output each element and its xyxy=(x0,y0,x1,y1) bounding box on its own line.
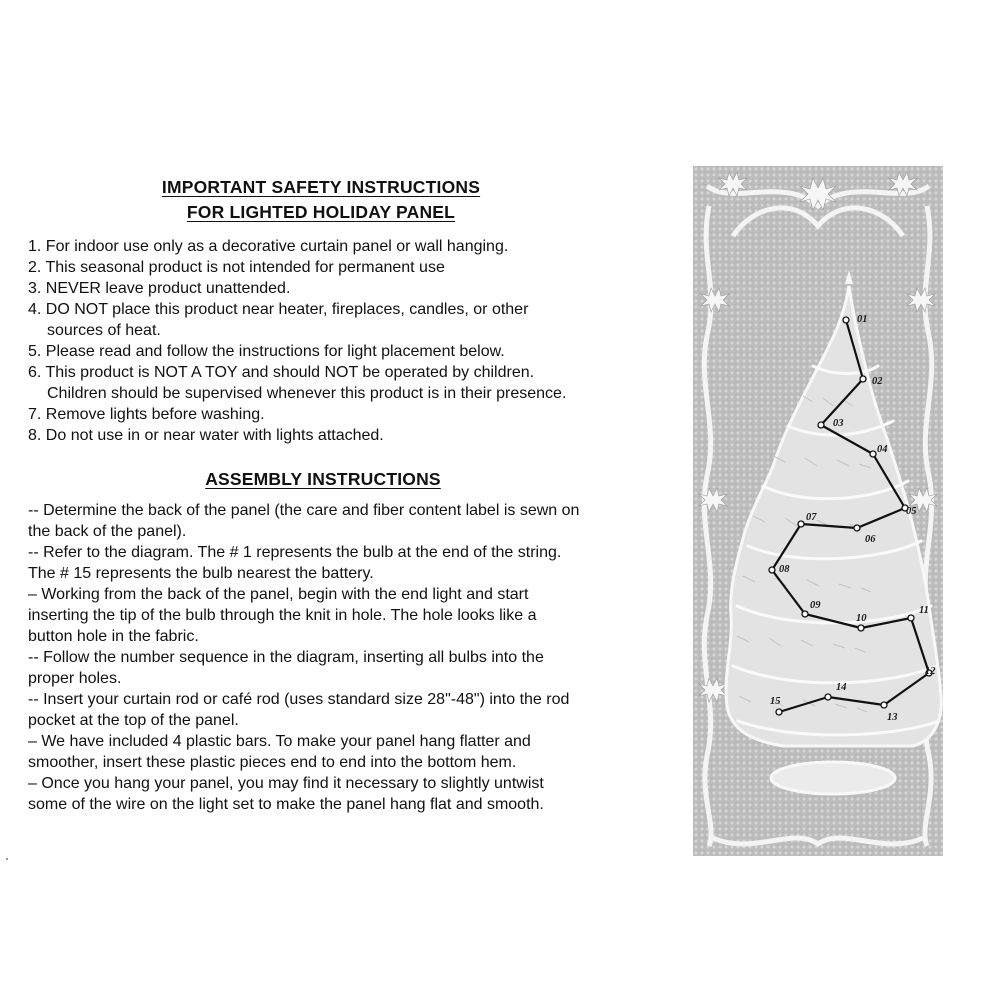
bulb-label-07: 07 xyxy=(806,512,817,523)
bulb-label-06: 06 xyxy=(865,534,876,545)
bulb-label-05: 05 xyxy=(906,506,917,517)
bulb-14-marker xyxy=(825,694,831,700)
safety-item-6: 6. This product is NOT A TOY and should NOT be operated by children. xyxy=(28,364,535,381)
assembly-line: proper holes. xyxy=(28,670,122,687)
assembly-line: – We have included 4 plastic bars. To make your panel hang flatter and xyxy=(28,733,531,750)
bulb-10-marker xyxy=(858,625,864,631)
bulb-label-14: 14 xyxy=(836,682,847,693)
bulb-15-marker xyxy=(776,709,782,715)
bulb-label-13: 13 xyxy=(887,712,898,723)
assembly-line: the back of the panel). xyxy=(28,523,187,540)
bulb-label-11: 11 xyxy=(919,605,929,616)
light-placement-diagram xyxy=(693,166,943,856)
assembly-line: some of the wire on the light set to make the panel hang flat and smooth. xyxy=(28,796,544,813)
assembly-line: inserting the tip of the bulb through the knit in hole. The hole looks like a xyxy=(28,607,537,624)
bulb-08-marker xyxy=(769,567,775,573)
safety-item-2: 2. This seasonal product is not intended for permanent use xyxy=(28,259,445,276)
safety-item-8: 8. Do not use in or near water with lights attached. xyxy=(28,427,384,444)
assembly-line: -- Insert your curtain rod or café rod (uses standard size 28"-48") into the rod xyxy=(28,691,570,708)
assembly-line: smoother, insert these plastic pieces end to end into the bottom hem. xyxy=(28,754,517,771)
bulb-11-marker xyxy=(908,615,914,621)
safety-item-3: 3. NEVER leave product unattended. xyxy=(28,280,291,297)
bulb-label-08: 08 xyxy=(779,564,790,575)
safety-title-line-1: IMPORTANT SAFETY INSTRUCTIONS xyxy=(161,177,481,197)
bulb-label-10: 10 xyxy=(856,613,867,624)
safety-item-1: 1. For indoor use only as a decorative curtain panel or wall hanging. xyxy=(28,238,509,255)
scan-speck xyxy=(6,858,8,860)
assembly-line: The # 15 represents the bulb nearest the battery. xyxy=(28,565,374,582)
bulb-09-marker xyxy=(802,611,808,617)
bulb-13-marker xyxy=(881,702,887,708)
assembly-line: – Working from the back of the panel, begin with the end light and start xyxy=(28,586,529,603)
assembly-title: ASSEMBLY INSTRUCTIONS xyxy=(205,469,441,489)
assembly-instructions-list xyxy=(28,500,579,815)
safety-item-4: 4. DO NOT place this product near heater, fireplaces, candles, or other xyxy=(28,301,529,318)
assembly-line: button hole in the fabric. xyxy=(28,628,199,645)
bulb-07-marker xyxy=(798,521,804,527)
bulb-04-marker xyxy=(870,451,876,457)
bulb-label-15: 15 xyxy=(770,696,781,707)
bulb-label-09: 09 xyxy=(810,600,821,611)
bulb-label-04: 04 xyxy=(877,444,888,455)
bulb-06-marker xyxy=(854,525,860,531)
assembly-line: – Once you hang your panel, you may find it necessary to slightly untwist xyxy=(28,775,544,792)
bulb-03-marker xyxy=(818,422,824,428)
safety-item-5: 5. Please read and follow the instructions for light placement below. xyxy=(28,343,505,360)
safety-instructions-list xyxy=(28,236,566,446)
safety-item-7: 7. Remove lights before washing. xyxy=(28,406,265,423)
bulb-label-12: 12 xyxy=(925,666,936,677)
tree-skirt xyxy=(771,762,895,794)
safety-item-6-continued: Children should be supervised whenever this product is in their presence. xyxy=(47,385,567,402)
assembly-line: -- Follow the number sequence in the diagram, inserting all bulbs into the xyxy=(28,649,544,666)
assembly-line: -- Refer to the diagram. The # 1 represents the bulb at the end of the string. xyxy=(28,544,562,561)
safety-item-4-continued: sources of heat. xyxy=(47,322,161,339)
assembly-line: pocket at the top of the panel. xyxy=(28,712,239,729)
bulb-02-marker xyxy=(860,376,866,382)
bulb-label-03: 03 xyxy=(833,418,844,429)
bulb-label-01: 01 xyxy=(857,314,868,325)
safety-title-line-2: FOR LIGHTED HOLIDAY PANEL xyxy=(186,202,456,222)
bulb-01-marker xyxy=(843,317,849,323)
bulb-label-02: 02 xyxy=(872,376,883,387)
lace-panel-illustration xyxy=(693,166,943,856)
assembly-line: -- Determine the back of the panel (the care and fiber content label is sewn on xyxy=(28,502,580,519)
